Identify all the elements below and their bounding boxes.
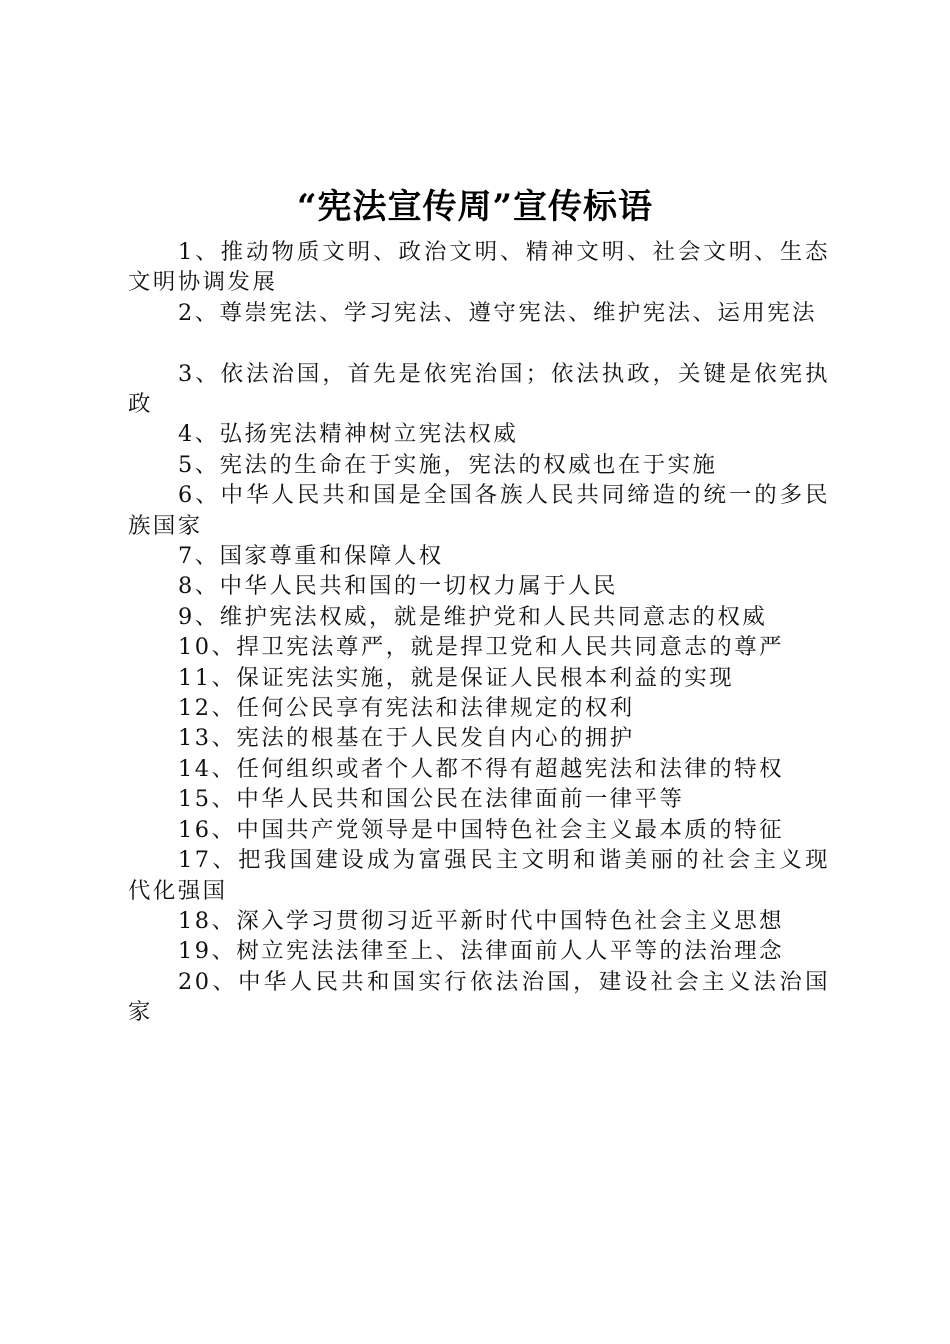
slogan-item-4: 4、弘扬宪法精神树立宪法权威 — [178, 421, 519, 448]
slogan-item-14: 14、任何组织或者个人都不得有超越宪法和法律的特权 — [178, 755, 784, 782]
slogan-item-1: 1、推动物质文明、政治文明、精神文明、社会文明、生态文明协调发展 — [128, 239, 830, 296]
slogan-list — [128, 237, 830, 1028]
slogan-item-20: 20、中华人民共和国实行依法治国，建设社会主义法治国家 — [128, 968, 830, 1026]
slogan-item-17: 17、把我国建设成为富强民主文明和谐美丽的社会主义现代化强国 — [128, 847, 830, 904]
slogan-item-15: 15、中华人民共和国公民在法律面前一律平等 — [178, 786, 685, 813]
document-title: “宪法宣传周”宣传标语 — [296, 187, 654, 227]
slogan-item-5: 5、宪法的生命在于实施，宪法的权威也在于实施 — [178, 451, 718, 478]
slogan-item-10: 10、捍卫宪法尊严，就是捍卫党和人民共同意志的尊严 — [178, 634, 784, 661]
slogan-item-11: 11、保证宪法实施，就是保证人民根本利益的实现 — [178, 664, 735, 691]
slogan-item-8: 8、中华人民共和国的一切权力属于人民 — [178, 573, 618, 600]
slogan-item-13: 13、宪法的根基在于人民发自内心的拥护 — [178, 725, 635, 752]
slogan-item-16: 16、中国共产党领导是中国特色社会主义最本质的特征 — [178, 816, 784, 843]
slogan-item-2: 2、尊崇宪法、学习宪法、遵守宪法、维护宪法、运用宪法 — [178, 299, 818, 326]
slogan-item-7: 7、国家尊重和保障人权 — [178, 543, 444, 570]
slogan-item-12: 12、任何公民享有宪法和法律规定的权利 — [178, 695, 635, 722]
slogan-item-19: 19、树立宪法法律至上、法律面前人人平等的法治理念 — [178, 938, 784, 965]
slogan-item-3: 3、依法治国，首先是依宪治国；依法执政，关键是依宪执政 — [128, 360, 830, 418]
slogan-item-6: 6、中华人民共和国是全国各族人民共同缔造的统一的多民族国家 — [128, 482, 830, 539]
slogan-item-9: 9、维护宪法权威，就是维护党和人民共同意志的权威 — [178, 603, 768, 630]
slogan-item-18: 18、深入学习贯彻习近平新时代中国特色社会主义思想 — [178, 907, 784, 934]
